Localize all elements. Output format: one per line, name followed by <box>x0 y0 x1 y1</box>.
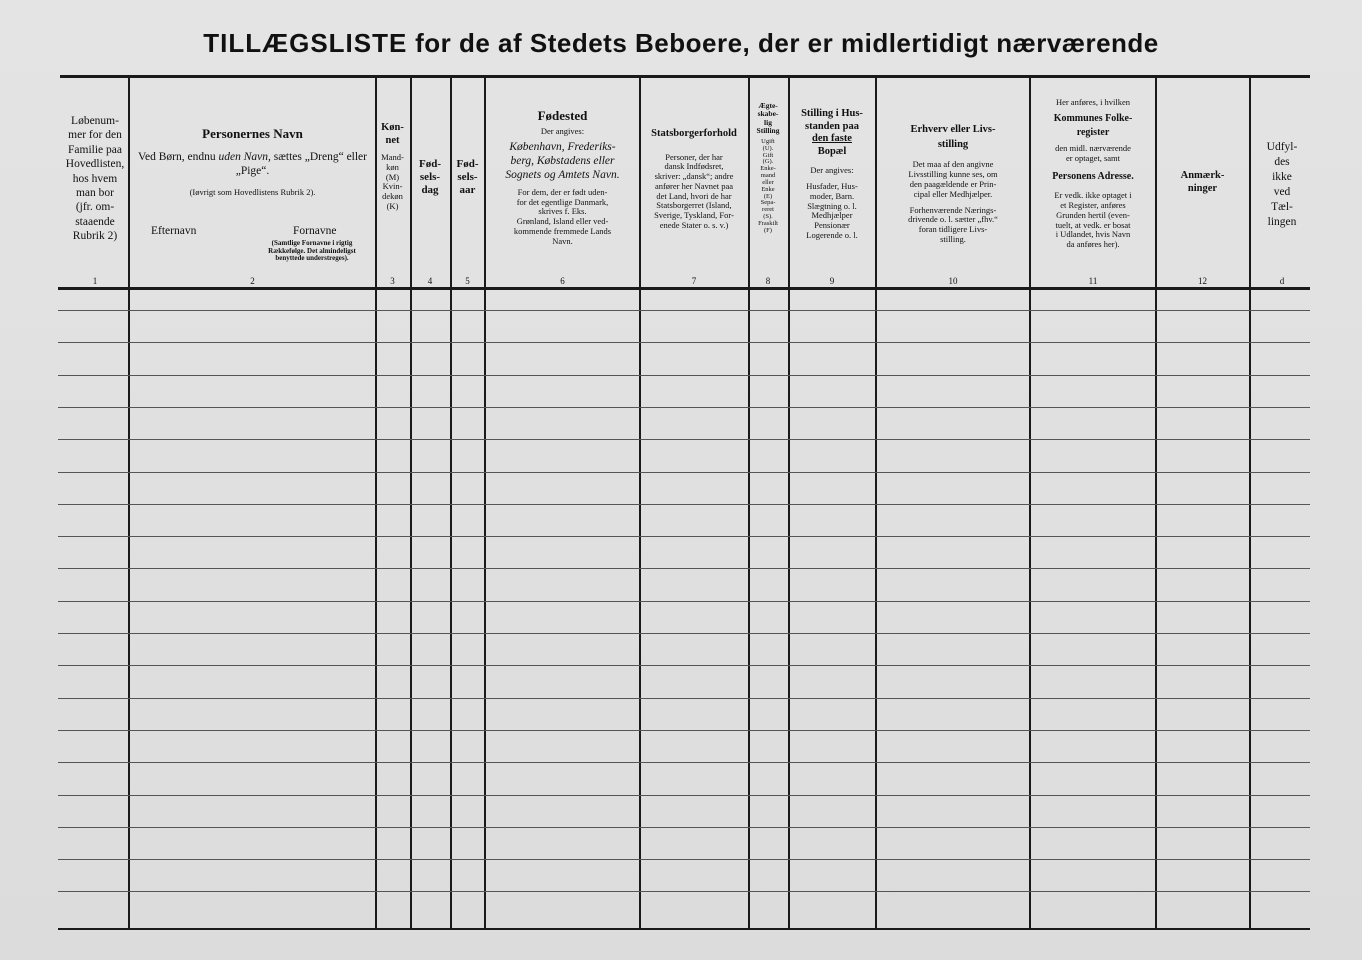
row-line <box>58 342 1310 343</box>
row-line <box>58 795 1310 796</box>
col-6-heading: Fødested <box>537 108 588 123</box>
row-line <box>58 633 1310 634</box>
col-7-header <box>640 82 748 272</box>
col-6-places: København, Frederiks- berg, Købstadens eller Sognets og Amtets Navn. <box>505 141 620 181</box>
row-line <box>58 665 1310 666</box>
col-9-desc: Husfader, Hus- moder, Barn. Slægtning o. l. Medhjælper Pensionær Logerende o. l. <box>806 181 858 240</box>
row-line <box>58 762 1310 763</box>
row-line <box>58 601 1310 602</box>
col-3-header <box>375 82 410 272</box>
row-line <box>58 827 1310 828</box>
col-10-header <box>876 82 1030 272</box>
col-2-heading: Personernes Navn <box>202 126 303 141</box>
col-5-number: 5 <box>465 276 470 286</box>
row-line <box>58 730 1310 731</box>
col-3-heading: Køn- net <box>381 122 404 146</box>
form-title-rest: for de af Stedets Beboere, der er midlertidigt nærværende <box>415 28 1159 58</box>
bottom-rule <box>58 928 1310 930</box>
col-6-number: 6 <box>560 276 565 286</box>
row-line <box>58 407 1310 408</box>
row-line <box>58 472 1310 473</box>
col-10-heading: Erhverv eller Livs- stilling <box>910 124 996 151</box>
efternavn-label: Efternavn <box>151 225 197 238</box>
col-10-number: 10 <box>948 276 958 286</box>
col-13-header: Udfyl- des ikke ved Tæl- lingen <box>1266 141 1298 228</box>
fornavne-label: Fornavne <box>293 225 337 238</box>
row-line <box>58 568 1310 569</box>
row-line <box>58 891 1310 892</box>
col-2-note: (Iøvrigt som Hovedlistens Rubrik 2). <box>189 187 316 198</box>
col-9-heading-1: Stilling i Hus- standen paa <box>801 108 863 132</box>
col-11-desc-1: den midl. nærværende er optaget, samt <box>1055 142 1131 163</box>
col-5-header: Fød- sels- aar <box>456 158 479 197</box>
row-line <box>58 859 1310 860</box>
col-2-desc-2: sættes „Dreng“ eller „Pige“. <box>235 150 367 177</box>
col-13-number: d <box>1279 276 1285 286</box>
col-8-desc: Ugift (U). Gift (G). Enke- mand eller Enke (E) Sepa- reret (S). Fraskilt (F) <box>758 138 778 234</box>
form-title <box>0 28 1362 59</box>
col-1-number: 1 <box>92 276 98 286</box>
col-6-header <box>485 82 640 272</box>
col-2-header <box>130 82 375 272</box>
col-11-header <box>1030 82 1156 272</box>
col-7-heading: Statsborgerforhold <box>651 128 737 139</box>
col-8-number: 8 <box>765 276 771 286</box>
col-1-header: Løbenum- mer for den Familie paa Hovedlisten, hos hvem man bor (jfr. om- staaende Rubrik 2) <box>65 115 125 242</box>
col-11-desc-2: Er vedk. ikke optaget i et Register, anføres Grunden hertil (even- tuelt, at vedk. er bosat i Udlandet, hvis Navn da anføres her). <box>1054 190 1132 250</box>
col-8-heading: Ægte- skabe- lig Stilling <box>756 101 780 135</box>
col-2-desc-italic: uden Navn, <box>218 150 271 163</box>
col-3-desc: Mand- køn (M) Kvin- dekøn (K) <box>381 152 404 212</box>
row-line <box>58 375 1310 376</box>
col-6-sub: Der angives: <box>540 125 585 136</box>
col-9-number: 9 <box>829 276 835 286</box>
col-11-heading-2: Personens Adresse. <box>1052 171 1134 183</box>
col-2-number: 2 <box>250 276 255 286</box>
col-9-sub: Der angives: <box>810 165 854 176</box>
col-9-heading-2: Bopæl <box>817 145 847 157</box>
top-rule <box>60 75 1310 78</box>
col-2-desc <box>133 150 372 179</box>
col-10-desc-1: Det maa af den angivne Livsstilling kunne ses, om den paagældende er Prin- cipal eller Medhjælper. <box>908 159 998 199</box>
row-line <box>58 698 1310 699</box>
col-2-name-labels <box>133 224 372 240</box>
col-11-number: 11 <box>1088 276 1098 286</box>
row-line <box>58 439 1310 440</box>
col-4-number: 4 <box>427 276 433 286</box>
col-2-desc-1: Ved Børn, endnu <box>137 150 216 163</box>
row-line <box>58 504 1310 505</box>
row-line <box>58 536 1310 537</box>
col-3-number: 3 <box>390 276 395 286</box>
col-12-number: 12 <box>1198 276 1207 286</box>
col-11-top: Her anføres, i hvilken <box>1055 97 1131 107</box>
header-bottom-rule <box>58 287 1310 290</box>
col-8-header <box>748 82 788 272</box>
col-12-header: Anmærk- ninger <box>1180 170 1225 194</box>
row-line <box>58 310 1310 311</box>
form-title-lead: TILLÆGSLISTE <box>203 28 408 58</box>
fornavne-note: (Samtlige Fornavne i rigtig Rækkefølge. Det almindeligst benyttede understreges). <box>268 239 356 263</box>
col-7-desc: Personer, der har dansk Indfødsret, skriver: „dansk“; andre anfører her Navnet paa det Land, hvori de har Statsborgerret (Island, Sverige, Tyskland, For- enede Stater o. s. v.) <box>654 151 734 230</box>
col-4-header: Fød- sels- dag <box>419 158 441 197</box>
col-10-desc-2: Forhenværende Nærings- drivende o. l. sætter „fhv.“ foran tidligere Livs- stilling. <box>908 204 998 244</box>
col-6-desc: For dem, der er født uden- for det egentlige Danmark, skrives f. Eks. Grønland, Island eller ved- kommende fremmede Lands Navn. <box>513 186 612 246</box>
col-7-number: 7 <box>691 276 697 286</box>
col-9-heading-underlined: den faste <box>812 133 852 145</box>
col-9-header <box>788 82 876 272</box>
col-11-heading: Kommunes Folke- register <box>1053 112 1133 138</box>
